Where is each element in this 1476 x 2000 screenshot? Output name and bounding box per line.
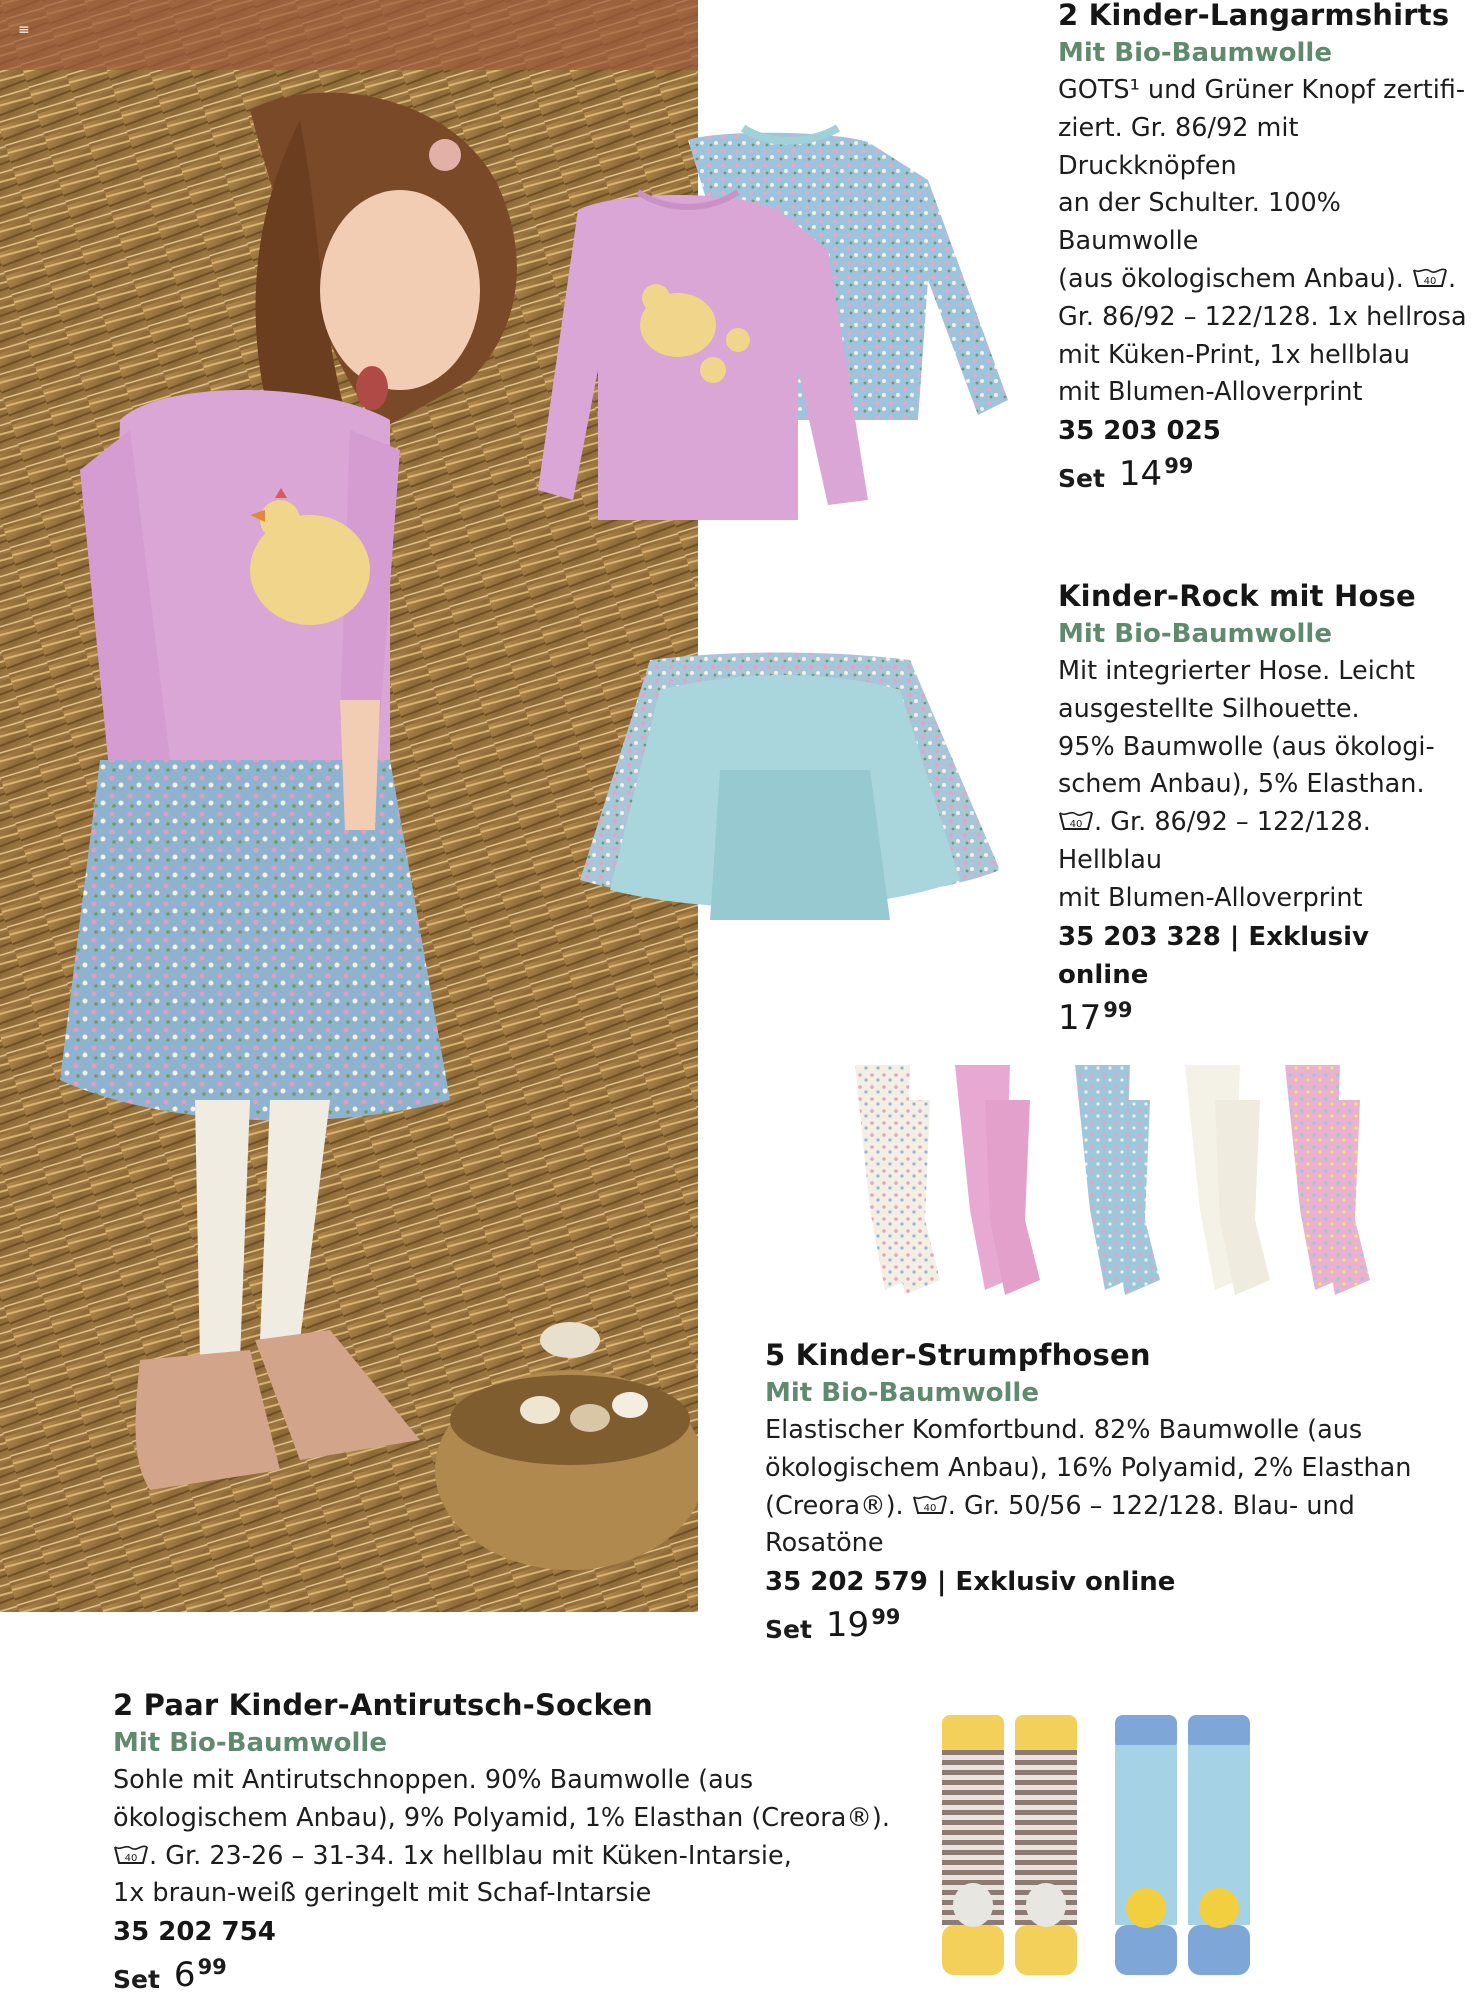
price-cents: 99 [1103,997,1133,1022]
description-text: Elastischer Komfortbund. 82% Baumwolle (aus ökologischem Anbau), 16% Polyamid, 2% Elasthan (Creora®). [765,1415,1412,1521]
product-description [1058,653,1468,918]
price-cents: 99 [197,1955,227,1980]
wash-40-icon [113,1844,149,1866]
description-text: Mit integrierter Hose. Leicht ausgestellte Silhouette. 95% Baumwolle (aus ökologi- schem Anbau), 5% Elasthan. [1058,656,1435,800]
price-set-label: Set [1058,464,1105,494]
product-title: 2 Paar Kinder-Antirutsch-Socken [113,1688,653,1722]
product-description [1058,72,1468,412]
svg-text:40: 40 [923,1502,937,1514]
description-text-cont: . Gr. 50/56 – 122/128. Blau- und Rosatöne [765,1490,1355,1559]
wash-40-icon [1412,267,1448,289]
description-text: GOTS¹ und Grüner Knopf zertifi- ziert. Gr. 86/92 mit Druckknöpfen an der Schulter. 100% Baumwolle (aus ökologischem Anbau). [1058,75,1466,294]
description-text-cont: . Gr. 86/92 – 122/128. 1x hellrosa mit Küken-Print, 1x hellblau mit Blumen-Alloverprint [1058,263,1467,408]
menu-glyph: ≡ [18,22,30,38]
svg-text:40: 40 [1423,275,1437,287]
description-text: Sohle mit Antirutschnoppen. 90% Baumwolle (aus ökologischem Anbau), 9% Polyamid, 1% Elasthan (Creora®). [113,1765,890,1833]
article-number: 35 202 754 [113,1917,276,1948]
product-description [113,1762,913,1913]
tights-image [845,1060,1385,1310]
wash-40-icon [912,1494,948,1516]
svg-text:40: 40 [1069,819,1083,831]
price-set-label: Set [113,1965,160,1995]
product-block-socks [113,1686,913,1995]
product-block-shirts [1058,0,1468,494]
article-number: 35 202 579 | Exklusiv online [765,1567,1176,1598]
product-subtitle: Mit Bio-Baumwolle [1058,619,1332,649]
skirt-image [570,650,1010,935]
product-subtitle: Mit Bio-Baumwolle [113,1728,387,1758]
wash-40-icon [1058,810,1094,832]
price [113,1955,913,1995]
product-subtitle: Mit Bio-Baumwolle [1058,38,1332,68]
product-block-skirt [1058,577,1468,1038]
price-main: 6 [173,1955,196,1996]
product-title: 2 Kinder-Langarmshirts [1058,0,1450,32]
price-main: 14 [1118,454,1163,495]
article-number: 35 203 025 [1058,416,1221,447]
description-text-cont: . Gr. 23-26 – 31-34. 1x hellblau mit Küken-Intarsie, 1x braun-weiß geringelt mit Schaf-Intarsie [113,1840,792,1909]
socks-image [935,1710,1265,1980]
product-title: Kinder-Rock mit Hose [1058,579,1416,613]
price [1058,454,1468,494]
product-title: 5 Kinder-Strumpfhosen [765,1338,1151,1372]
description-text-cont: . Gr. 86/92 – 122/128. Hellblau mit Blumen-Alloverprint [1058,807,1371,913]
product-description [765,1412,1465,1563]
product-block-tights [765,1336,1465,1645]
price-cents: 99 [1164,454,1194,479]
price-main: 19 [825,1605,870,1646]
price [765,1605,1465,1645]
price-set-label: Set [765,1615,812,1645]
price-main: 17 [1058,997,1102,1038]
price [1058,998,1468,1038]
article-number: 35 203 328 | Exklusiv online [1058,921,1370,990]
price-cents: 99 [871,1605,901,1630]
product-subtitle: Mit Bio-Baumwolle [765,1378,1039,1408]
svg-text:40: 40 [124,1852,138,1864]
shirts-image [538,120,1018,530]
